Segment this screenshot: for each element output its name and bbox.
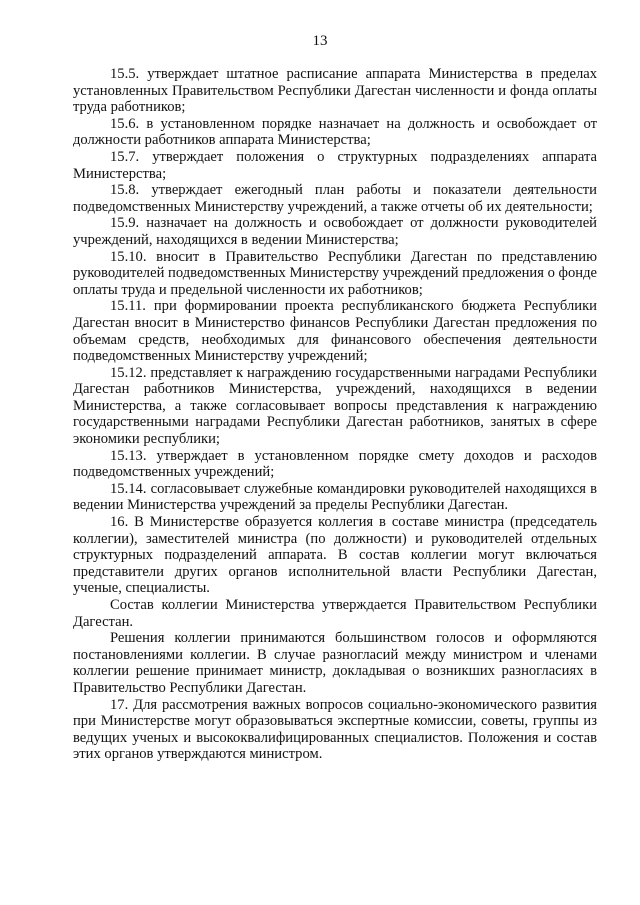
paragraph-15-9: 15.9. назначает на должность и освобождает от должности руководителей учреждений, находящихся в ведении Министерства; <box>73 215 597 248</box>
paragraph-15-11: 15.11. при формировании проекта республиканского бюджета Республики Дагестан вносит в Министерство финансов Республики Дагестан предложения по объемам средств, необходимых для финансового обеспечения деятельности подведомственных Министерству учреждений; <box>73 298 597 365</box>
paragraph-15-5: 15.5. утверждает штатное расписание аппарата Министерства в пределах установленных Правительством Республики Дагестан численности и фонда оплаты труда работников; <box>73 66 597 116</box>
paragraph-15-10: 15.10. вносит в Правительство Республики Дагестан по представлению руководителей подведомственных Министерству учреждений предложения о фонде оплаты труда и предельной численности их работников; <box>73 248 597 298</box>
paragraph-15-12: 15.12. представляет к награждению государственными наградами Республики Дагестан работников Министерства, учреждений, находящихся в ведении Министерства, а также согласовывает вопросы представления к награждению государственными наградами Республики Дагестан работников, занятых в сфере экономики республики; <box>73 364 597 448</box>
document-body <box>73 66 597 763</box>
paragraph-collegium-decisions: Решения коллегии принимаются большинством голосов и оформляются постановлениями коллегии. В случае разногласий между министром и членами коллегии решение принимает министр, докладывая о возникших разногласиях в Правительство Республики Дагестан. <box>73 630 597 696</box>
page-number: 13 <box>312 33 328 49</box>
paragraph-17: 17. Для рассмотрения важных вопросов социально-экономического развития при Министерстве могут образовываться экспертные комиссии, советы, группы из ведущих ученых и высококвалифицированных специалистов. Положения и состав этих органов утверждаются министром. <box>73 696 597 763</box>
paragraph-16: 16. В Министерстве образуется коллегия в составе министра (председатель коллегии), заместителей министра (по должности) и руководителей отдельных структурных подразделений аппарата. В состав коллегии могут включаться представители других органов исполнительной власти Республики Дагестан, ученые, специалисты. <box>73 514 597 597</box>
paragraph-collegium-composition: Состав коллегии Министерства утверждается Правительством Республики Дагестан. <box>73 597 597 630</box>
paragraph-15-14: 15.14. согласовывает служебные командировки руководителей находящихся в ведении Министерства учреждений за пределы Республики Дагестан. <box>73 480 597 514</box>
paragraph-15-8: 15.8. утверждает ежегодный план работы и показатели деятельности подведомственных Министерству учреждений, а также отчеты об их деятельности; <box>73 182 597 215</box>
paragraph-15-6: 15.6. в установленном порядке назначает на должность и освобождает от должности работников аппарата Министерства; <box>73 115 597 149</box>
paragraph-15-7: 15.7. утверждает положения о структурных подразделениях аппарата Министерства; <box>73 148 597 182</box>
paragraph-15-13: 15.13. утверждает в установленном порядке смету доходов и расходов подведомственных учреждений; <box>73 447 597 481</box>
